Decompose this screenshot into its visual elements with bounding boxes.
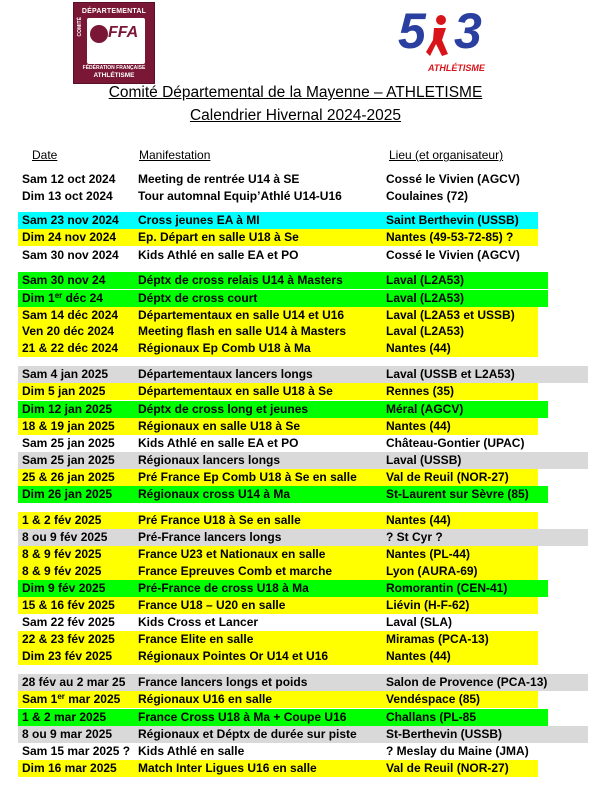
row-event: Pré-France lancers longs [138, 530, 282, 544]
table-row [18, 171, 538, 188]
row-place: Nantes (44) [386, 419, 451, 433]
row-date: Sam 1er mar 2025 [22, 692, 121, 706]
table-row [18, 340, 538, 357]
row-place: Miramas (PCA-13) [386, 632, 489, 646]
row-date: 21 & 22 déc 2024 [22, 341, 119, 355]
table-row [18, 512, 538, 529]
document-title: Comité Départemental de la Mayenne – ATHLETISME [108, 84, 483, 101]
table-row [18, 597, 538, 614]
table-row [18, 614, 538, 631]
row-place: Laval (L2A53) [386, 273, 465, 287]
row-place: Laval (USSB) [386, 453, 462, 467]
row-event: France U23 et Nationaux en salle [138, 547, 326, 561]
row-event: France Elite en salle [138, 632, 254, 646]
row-place: St-Berthevin (USSB) [386, 727, 503, 741]
ffa-logo-bottom-text: FÉDÉRATION FRANÇAISE [82, 65, 146, 71]
row-date: Dim 5 jan 2025 [22, 384, 106, 398]
row-event: Régionaux et Déptx de durée sur piste [138, 727, 357, 741]
row-date: Dim 9 fév 2025 [22, 581, 106, 595]
row-date: 1 & 2 fév 2025 [22, 513, 102, 527]
table-row [18, 272, 548, 289]
row-date: Sam 12 oct 2024 [22, 172, 116, 186]
row-event: Pré France U18 à Se en salle [138, 513, 301, 527]
row-date: Dim 24 nov 2024 [22, 230, 117, 244]
row-event: Déptx de cross relais U14 à Masters [138, 273, 343, 287]
table-row [18, 307, 538, 324]
table-row [18, 691, 538, 708]
row-event: Pré-France de cross U18 à Ma [138, 581, 309, 595]
row-date: Dim 12 jan 2025 [22, 402, 113, 416]
row-date: 18 & 19 jan 2025 [22, 419, 115, 433]
row-date: Dim 1er déc 24 [22, 291, 103, 305]
row-date: Sam 25 jan 2025 [22, 453, 115, 467]
row-date: Sam 14 déc 2024 [22, 308, 119, 322]
row-place: Cossé le Vivien (AGCV) [386, 248, 520, 262]
table-row [18, 580, 548, 597]
table-row [18, 674, 588, 691]
row-date: Dim 26 jan 2025 [22, 487, 113, 501]
column-header-date: Date [32, 148, 58, 162]
table-row [18, 726, 588, 743]
table-row [18, 247, 538, 264]
row-date: 15 & 16 fév 2025 [22, 598, 115, 612]
row-event: Pré France Ep Comb U18 à Se en salle [138, 470, 357, 484]
ffa-logo-mark: FFA [108, 24, 139, 41]
row-event: France Cross U18 à Ma + Coupe U16 [138, 710, 347, 724]
row-place: Liévin (H-F-62) [386, 598, 470, 612]
row-date: 22 & 23 fév 2025 [22, 632, 115, 646]
row-event: Meeting de rentrée U14 à SE [138, 172, 300, 186]
row-place: Romorantin (CEN-41) [386, 581, 508, 595]
row-event: France lancers longs et poids [138, 675, 308, 689]
table-row [18, 188, 538, 205]
row-event: Régionaux en salle U18 à Se [138, 419, 301, 433]
row-place: Château-Gontier (UPAC) [386, 436, 525, 450]
row-event: Ep. Départ en salle U18 à Se [138, 230, 299, 244]
row-place: Saint Berthevin (USSB) [386, 213, 519, 227]
table-row [18, 229, 538, 246]
row-event: Kids Athlé en salle EA et PO [138, 248, 299, 262]
row-event: France Epreuves Comb et marche [138, 564, 333, 578]
row-place: ? St Cyr ? [386, 530, 443, 544]
row-date: 28 fév au 2 mar 25 [22, 675, 126, 689]
row-place: Rennes (35) [386, 384, 455, 398]
row-event: Régionaux Pointes Or U14 et U16 [138, 649, 329, 663]
row-place: Coulaines (72) [386, 189, 469, 203]
row-event: Départementaux en salle U18 à Se [138, 384, 333, 398]
row-place: ? Meslay du Maine (JMA) [386, 744, 529, 758]
mayenne-athletisme-logo [398, 3, 494, 80]
table-row [18, 529, 588, 546]
table-row [18, 631, 538, 648]
row-event: Cross jeunes EA à MI [138, 213, 260, 227]
row-date: 8 ou 9 mar 2025 [22, 727, 113, 741]
row-place: Nantes (44) [386, 513, 451, 527]
table-row [18, 323, 538, 340]
row-event: Départementaux en salle U14 et U16 [138, 308, 345, 322]
row-date: Sam 23 nov 2024 [22, 213, 119, 227]
row-event: Kids Athlé en salle [138, 744, 245, 758]
row-date: Ven 20 déc 2024 [22, 324, 115, 338]
row-event: Départementaux lancers longs [138, 367, 313, 381]
ffa-logo-side-text: COMITÉ [77, 17, 83, 37]
row-event: Déptx de cross court [138, 291, 258, 305]
row-date: 1 & 2 mar 2025 [22, 710, 107, 724]
row-date: Sam 4 jan 2025 [22, 367, 109, 381]
row-date: Sam 15 mar 2025 ? [22, 744, 131, 758]
row-date: Sam 30 nov 24 [22, 273, 106, 287]
ffa-emblem-icon [90, 25, 108, 43]
row-event: Kids Athlé en salle EA et PO [138, 436, 299, 450]
row-event: Régionaux cross U14 à Ma [138, 487, 291, 501]
table-row [18, 743, 538, 760]
row-event: Régionaux lancers longs [138, 453, 281, 467]
document-subtitle: Calendrier Hivernal 2024-2025 [189, 107, 402, 124]
row-event: Meeting flash en salle U14 à Masters [138, 324, 347, 338]
row-place: Méral (AGCV) [386, 402, 464, 416]
row-event: Régionaux Ep Comb U18 à Ma [138, 341, 311, 355]
table-row [18, 469, 538, 486]
row-date: 8 & 9 fév 2025 [22, 547, 102, 561]
table-row [18, 418, 538, 435]
row-date: Sam 30 nov 2024 [22, 248, 119, 262]
logo-digit-three: 3 [454, 3, 482, 59]
table-row [18, 709, 548, 726]
row-place: Laval (USSB et L2A53) [386, 367, 515, 381]
table-row [18, 290, 548, 307]
row-event: France U18 – U20 en salle [138, 598, 286, 612]
row-event: Déptx de cross long et jeunes [138, 402, 309, 416]
row-place: Lyon (AURA-69) [386, 564, 478, 578]
table-row [18, 760, 538, 777]
table-row [18, 486, 548, 503]
row-event: Tour automnal Equip’Athlé U14-U16 [138, 189, 342, 203]
table-row [18, 383, 538, 400]
logo-subtitle: ATHLÉTISME [428, 63, 485, 73]
table-row [18, 452, 588, 469]
row-place: Vendéspace (85) [386, 692, 481, 706]
row-event: Régionaux U16 en salle [138, 692, 273, 706]
ffa-logo-bottom-text-2: ATHLÉTISME [93, 72, 135, 79]
row-place: Nantes (44) [386, 649, 451, 663]
row-place: Nantes (49-53-72-85) ? [386, 230, 514, 244]
logo-digit-five: 5 [398, 3, 426, 59]
row-place: Laval (L2A53) [386, 291, 465, 305]
row-date: 8 & 9 fév 2025 [22, 564, 102, 578]
column-header-place: Lieu (et organisateur) [389, 148, 504, 162]
row-place: Laval (L2A53) [386, 324, 465, 338]
table-row [18, 401, 548, 418]
ffa-logo [73, 2, 155, 84]
table-row [18, 435, 538, 452]
table-row [18, 648, 538, 665]
row-date: Sam 25 jan 2025 [22, 436, 115, 450]
row-place: Challans (PL-85 [386, 710, 477, 724]
row-date: Sam 22 fév 2025 [22, 615, 115, 629]
row-place: Nantes (PL-44) [386, 547, 471, 561]
row-date: Dim 16 mar 2025 [22, 761, 117, 775]
row-event: Kids Cross et Lancer [138, 615, 259, 629]
row-place: Cossé le Vivien (AGCV) [386, 172, 520, 186]
row-place: Salon de Provence (PCA-13) [386, 675, 548, 689]
table-row [18, 212, 538, 229]
row-place: Laval (SLA) [386, 615, 453, 629]
table-row [18, 366, 588, 383]
row-place: St-Laurent sur Sèvre (85) [386, 487, 529, 501]
column-header-event: Manifestation [139, 148, 211, 162]
runner-icon [424, 14, 452, 60]
table-row [18, 563, 538, 580]
ffa-logo-top-text: DÉPARTEMENTAL [81, 8, 147, 15]
row-date: 25 & 26 jan 2025 [22, 470, 115, 484]
row-date: 8 ou 9 fév 2025 [22, 530, 108, 544]
row-place: Nantes (44) [386, 341, 451, 355]
row-date: Dim 23 fév 2025 [22, 649, 113, 663]
row-date: Dim 13 oct 2024 [22, 189, 113, 203]
row-place: Val de Reuil (NOR-27) [386, 470, 509, 484]
row-event: Match Inter Ligues U16 en salle [138, 761, 317, 775]
row-place: Laval (L2A53 et USSB) [386, 308, 515, 322]
table-row [18, 546, 538, 563]
row-place: Val de Reuil (NOR-27) [386, 761, 509, 775]
